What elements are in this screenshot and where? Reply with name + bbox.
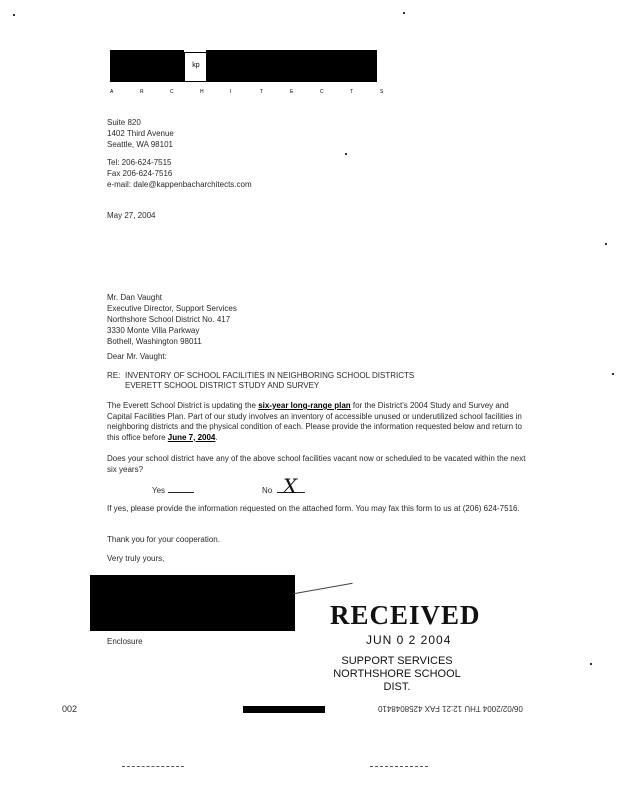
firm-name-letter: I bbox=[230, 89, 232, 95]
scan-mark bbox=[370, 766, 428, 767]
recipient-block bbox=[107, 292, 237, 347]
scan-mark bbox=[122, 766, 184, 767]
re-line-1: INVENTORY OF SCHOOL FACILITIES IN NEIGHBORING SCHOOL DISTRICTS bbox=[125, 371, 415, 380]
scan-speck bbox=[612, 373, 614, 375]
firm-name-letter: T bbox=[350, 89, 354, 95]
address-block bbox=[107, 117, 174, 150]
body-text: for the District's 2004 Study and Survey and Capital Facilities Plan. Part of our study involves an inventory of accessible unused or underutilized school facilities in neighboring districts and the physical condition of each. Please provide the information requested below and return to this office before bbox=[107, 401, 522, 442]
letterhead-bar-right bbox=[206, 50, 377, 82]
body-text: . bbox=[215, 432, 218, 442]
logo-mark bbox=[184, 52, 208, 82]
firm-name-letter: H bbox=[200, 89, 204, 95]
yes-label: Yes bbox=[152, 486, 166, 495]
fax-header-upside-down: 06/02/2004 THU 12:21 FAX 4258048410 bbox=[378, 704, 523, 713]
received-date: JUN 0 2 2004 bbox=[366, 633, 452, 647]
stamp-line-2: NORTHSHORE SCHOOL DIST. bbox=[333, 668, 461, 693]
scan-speck bbox=[605, 243, 607, 245]
redacted-signature bbox=[90, 575, 295, 631]
deadline-date: June 7, 2004 bbox=[167, 432, 216, 442]
firm-name-letter: R bbox=[140, 89, 144, 95]
thanks-line: Thank you for your cooperation. bbox=[107, 535, 220, 544]
recipient-line: Executive Director, Support Services bbox=[107, 304, 237, 313]
firm-name-letter: C bbox=[320, 89, 324, 95]
firm-name-letter: T bbox=[260, 89, 264, 95]
phone-line: Tel: 206-624-7515 bbox=[107, 158, 172, 167]
scan-speck bbox=[345, 153, 347, 155]
address-line: Suite 820 bbox=[107, 118, 141, 127]
no-label: No bbox=[262, 486, 273, 495]
firm-name-letter: S bbox=[380, 89, 384, 95]
recipient-line: Bothell, Washington 98011 bbox=[107, 337, 202, 346]
recipient-line: 3330 Monte Villa Parkway bbox=[107, 326, 200, 335]
body-paragraph-1 bbox=[107, 401, 522, 443]
body-text: The Everett School District is updating the bbox=[107, 401, 259, 410]
recipient-line: Mr. Dan Vaught bbox=[107, 293, 162, 302]
body-paragraph-3: If yes, please provide the information requested on the attached form. You may fax this form to us at (206) 624-7516. bbox=[107, 504, 520, 513]
address-line: Seattle, WA 98101 bbox=[107, 140, 173, 149]
signature-stroke bbox=[293, 583, 352, 594]
six-year-plan-text: six-year long-range plan bbox=[258, 401, 351, 410]
email-line: e-mail: dale@kappenbacharchitects.com bbox=[107, 180, 252, 189]
fax-page-number: 002 bbox=[62, 704, 78, 714]
firm-name-letters bbox=[110, 89, 384, 97]
scan-speck bbox=[13, 14, 15, 16]
letter-date: May 27, 2004 bbox=[107, 211, 156, 220]
received-stamp: RECEIVED bbox=[330, 600, 481, 630]
yes-answer-line[interactable] bbox=[168, 492, 194, 493]
salutation: Dear Mr. Vaught: bbox=[107, 352, 167, 361]
firm-name-letter: E bbox=[290, 89, 294, 95]
contact-block bbox=[107, 157, 252, 190]
stamp-line-1: SUPPORT SERVICES bbox=[341, 655, 453, 667]
re-line-2: EVERETT SCHOOL DISTRICT STUDY AND SURVEY bbox=[125, 381, 320, 390]
scan-speck bbox=[590, 663, 592, 665]
fax-redaction-bar bbox=[243, 706, 325, 713]
firm-name-letter: A bbox=[110, 89, 114, 95]
firm-name-letter: C bbox=[170, 89, 174, 95]
logo-text: kp bbox=[192, 62, 200, 69]
closing-line: Very truly yours, bbox=[107, 554, 165, 563]
re-label: RE: bbox=[107, 371, 121, 380]
stamp-department bbox=[322, 655, 472, 694]
fax-line: Fax 206-624-7516 bbox=[107, 169, 173, 178]
recipient-line: Northshore School District No. 417 bbox=[107, 315, 231, 324]
address-line: 1402 Third Avenue bbox=[107, 129, 174, 138]
letterhead-bar-left bbox=[110, 50, 184, 82]
scan-speck bbox=[403, 12, 405, 14]
question-paragraph: Does your school district have any of the above school facilities vacant now or scheduled to be vacated within the next six years? bbox=[107, 454, 526, 474]
no-checkmark: X bbox=[283, 474, 298, 498]
enclosure-line: Enclosure bbox=[107, 637, 143, 646]
